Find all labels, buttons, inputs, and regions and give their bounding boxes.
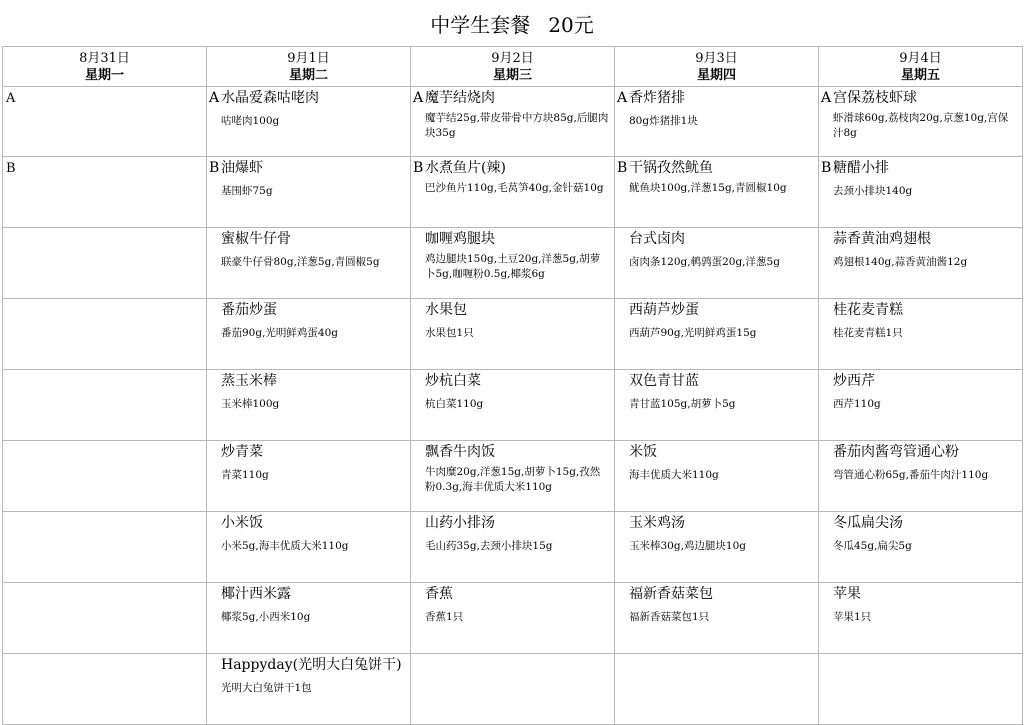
set-letter: A <box>617 90 628 106</box>
ingredients: 海丰优质大米110g <box>629 469 719 481</box>
ingredients: 青菜110g <box>221 469 269 481</box>
menu-cell <box>615 441 819 512</box>
set-letter: A <box>413 90 424 106</box>
dish-name <box>819 87 1022 107</box>
day-header <box>819 47 1023 87</box>
menu-cell <box>411 157 615 228</box>
date-label: 9月3日 <box>695 51 738 66</box>
ingredients: 毛山药35g,去颈小排块15g <box>425 540 553 552</box>
dish-name <box>411 157 614 177</box>
dish-label: 椰汁西米露 <box>221 586 291 602</box>
menu-cell <box>3 654 207 725</box>
menu-cell <box>3 370 207 441</box>
ingredients: 去颈小排块140g <box>833 185 913 197</box>
dish-label: 番茄肉酱弯管通心粉 <box>833 444 959 460</box>
ingredients: 魔芋结25g,带皮带骨中方块85g,后腿肉块35g <box>425 112 609 139</box>
menu-cell <box>819 654 1023 725</box>
menu-cell <box>411 654 615 725</box>
dish-label: 西葫芦炒蛋 <box>629 302 699 318</box>
day-header <box>411 47 615 87</box>
dish-label: 宫保荔枝虾球 <box>833 90 917 106</box>
ingredients: 苹果1只 <box>833 611 872 623</box>
menu-cell <box>207 299 411 370</box>
menu-cell <box>3 512 207 583</box>
menu-cell <box>819 583 1023 654</box>
ingredients: 杭白菜110g <box>425 398 484 410</box>
side-row <box>3 299 1023 370</box>
ingredients: 玉米棒100g <box>221 398 280 410</box>
menu-cell <box>207 157 411 228</box>
ingredients: 西葫芦90g,光明鲜鸡蛋15g <box>629 327 757 339</box>
menu-cell <box>411 512 615 583</box>
ingredients: 桂花麦青糕1只 <box>833 327 903 339</box>
date-label: 8月31日 <box>79 51 130 66</box>
menu-cell <box>819 512 1023 583</box>
menu-cell <box>207 441 411 512</box>
dish-name <box>615 157 818 177</box>
menu-cell <box>3 299 207 370</box>
ingredients: 小米5g,海丰优质大米110g <box>221 540 349 552</box>
ingredients: 巴沙鱼片110g,毛莴笋40g,金针菇10g <box>425 182 604 194</box>
menu-cell <box>207 512 411 583</box>
day-header <box>207 47 411 87</box>
menu-cell <box>411 87 615 157</box>
set-letter: B <box>413 160 424 176</box>
side-row <box>3 583 1023 654</box>
side-row <box>3 370 1023 441</box>
set-letter: B <box>209 160 220 176</box>
ingredients: 冬瓜45g,扁尖5g <box>833 540 912 552</box>
menu-cell <box>615 87 819 157</box>
dish-label: Happyday(光明大白兔饼干) <box>221 657 402 673</box>
ingredients: 水果包1只 <box>425 327 474 339</box>
dish-label: 米饭 <box>629 444 657 460</box>
menu-table <box>2 46 1023 725</box>
set-letter: A <box>821 90 832 106</box>
dish-label: 蜜椒牛仔骨 <box>221 231 291 247</box>
set-a-row <box>3 87 1023 157</box>
dish-label: 咖喱鸡腿块 <box>425 231 495 247</box>
title-text: 中学生套餐 <box>430 13 531 37</box>
dish-label: 油爆虾 <box>221 160 263 176</box>
menu-cell <box>819 441 1023 512</box>
ingredients: 弯管通心粉65g,番茄牛肉汁110g <box>833 469 989 481</box>
menu-cell <box>615 299 819 370</box>
dish-label: 香蕉 <box>425 586 453 602</box>
menu-cell <box>615 157 819 228</box>
set-letter: B <box>617 160 628 176</box>
dish-label: 山药小排汤 <box>425 515 495 531</box>
dish-label: 炒青菜 <box>221 444 263 460</box>
day-header <box>3 47 207 87</box>
ingredients: 福新香菇菜包1只 <box>629 611 710 623</box>
dish-label: 福新香菇菜包 <box>629 586 713 602</box>
dish-label: 炒西芹 <box>833 373 875 389</box>
menu-cell <box>819 228 1023 299</box>
set-b-row <box>3 157 1023 228</box>
menu-cell <box>819 299 1023 370</box>
ingredients: 青甘蓝105g,胡萝卜5g <box>629 398 736 410</box>
weekday-label: 星期五 <box>900 68 940 83</box>
ingredients: 虾滑球60g,荔枝肉20g,京葱10g,宫保汁8g <box>833 112 1009 139</box>
menu-cell <box>411 583 615 654</box>
dish-label: 水果包 <box>425 302 467 318</box>
dish-name <box>411 87 614 107</box>
ingredients: 80g炸猪排1块 <box>629 115 698 127</box>
dish-label: 台式卤肉 <box>629 231 685 247</box>
dish-name <box>207 157 410 177</box>
ingredients: 咕咾肉100g <box>221 115 280 127</box>
menu-cell <box>615 654 819 725</box>
dish-name <box>615 87 818 107</box>
menu-cell <box>411 441 615 512</box>
date-label: 9月4日 <box>899 51 942 66</box>
weekday-label: 星期四 <box>696 68 736 83</box>
ingredients: 玉米棒30g,鸡边腿块10g <box>629 540 747 552</box>
dish-name <box>819 157 1022 177</box>
dish-label: 糖醋小排 <box>833 160 889 176</box>
dish-label: 冬瓜扁尖汤 <box>833 515 903 531</box>
ingredients: 鸡边腿块150g,土豆20g,洋葱5g,胡萝卜5g,咖喱粉0.5g,椰浆6g <box>425 253 601 280</box>
menu-cell <box>207 370 411 441</box>
dish-label: 干锅孜然鱿鱼 <box>629 160 713 176</box>
ingredients: 牛肉糜20g,洋葱15g,胡萝卜15g,孜然粉0.3g,海丰优质大米110g <box>425 466 601 493</box>
ingredients: 联豪牛仔骨80g,洋葱5g,青圆椒5g <box>221 256 380 268</box>
ingredients: 鸡翅根140g,蒜香黄油酱12g <box>833 256 968 268</box>
weekday-label: 星期二 <box>288 68 328 83</box>
menu-cell <box>819 87 1023 157</box>
dish-label: 番茄炒蛋 <box>221 302 277 318</box>
side-row <box>3 441 1023 512</box>
ingredients: 光明大白兔饼干1包 <box>221 682 312 694</box>
date-label: 9月1日 <box>287 51 330 66</box>
dish-label: 水煮鱼片(辣) <box>425 160 506 176</box>
menu-cell <box>207 228 411 299</box>
menu-cell <box>3 228 207 299</box>
dish-label: 小米饭 <box>221 515 263 531</box>
ingredients: 西芹110g <box>833 398 881 410</box>
day-header <box>615 47 819 87</box>
set-a-label: A <box>6 91 16 106</box>
menu-cell <box>3 157 207 228</box>
menu-cell <box>819 157 1023 228</box>
menu-cell <box>819 370 1023 441</box>
ingredients: 基围虾75g <box>221 185 273 197</box>
menu-cell <box>615 512 819 583</box>
dish-label: 苹果 <box>833 586 861 602</box>
header-row <box>3 47 1023 87</box>
set-letter: A <box>209 90 220 106</box>
side-row <box>3 512 1023 583</box>
menu-cell <box>207 583 411 654</box>
menu-cell <box>615 228 819 299</box>
date-label: 9月2日 <box>491 51 534 66</box>
weekday-label: 星期三 <box>492 68 532 83</box>
dish-name <box>207 87 410 107</box>
weekday-label: 星期一 <box>84 68 124 83</box>
ingredients: 番茄90g,光明鲜鸡蛋40g <box>221 327 339 339</box>
menu-cell <box>615 370 819 441</box>
menu-cell <box>411 228 615 299</box>
set-letter: B <box>821 160 832 176</box>
dish-label: 双色青甘蓝 <box>629 373 699 389</box>
menu-cell <box>3 441 207 512</box>
ingredients: 鱿鱼块100g,洋葱15g,青圆椒10g <box>629 182 787 194</box>
set-b-label: B <box>6 161 16 176</box>
ingredients: 香蕉1只 <box>425 611 464 623</box>
dish-label: 飘香牛肉饭 <box>425 444 495 460</box>
dish-label: 玉米鸡汤 <box>629 515 685 531</box>
price-text: 20元 <box>548 13 594 37</box>
menu-cell <box>615 583 819 654</box>
dish-label: 水晶爱森咕咾肉 <box>221 90 319 106</box>
side-row <box>3 228 1023 299</box>
menu-cell <box>411 370 615 441</box>
dish-label: 桂花麦青糕 <box>833 302 903 318</box>
menu-cell <box>3 87 207 157</box>
side-row <box>3 654 1023 725</box>
dish-label: 魔芋结烧肉 <box>425 90 495 106</box>
ingredients: 椰浆5g,小西米10g <box>221 611 311 623</box>
menu-title <box>0 0 1024 46</box>
menu-cell <box>411 299 615 370</box>
dish-label: 炒杭白菜 <box>425 373 481 389</box>
dish-label: 香炸猪排 <box>629 90 685 106</box>
dish-label: 蒸玉米棒 <box>221 373 277 389</box>
menu-cell <box>207 654 411 725</box>
ingredients: 卤肉条120g,鹌鹑蛋20g,洋葱5g <box>629 256 780 268</box>
dish-label: 蒜香黄油鸡翅根 <box>833 231 931 247</box>
menu-cell <box>207 87 411 157</box>
menu-cell <box>3 583 207 654</box>
